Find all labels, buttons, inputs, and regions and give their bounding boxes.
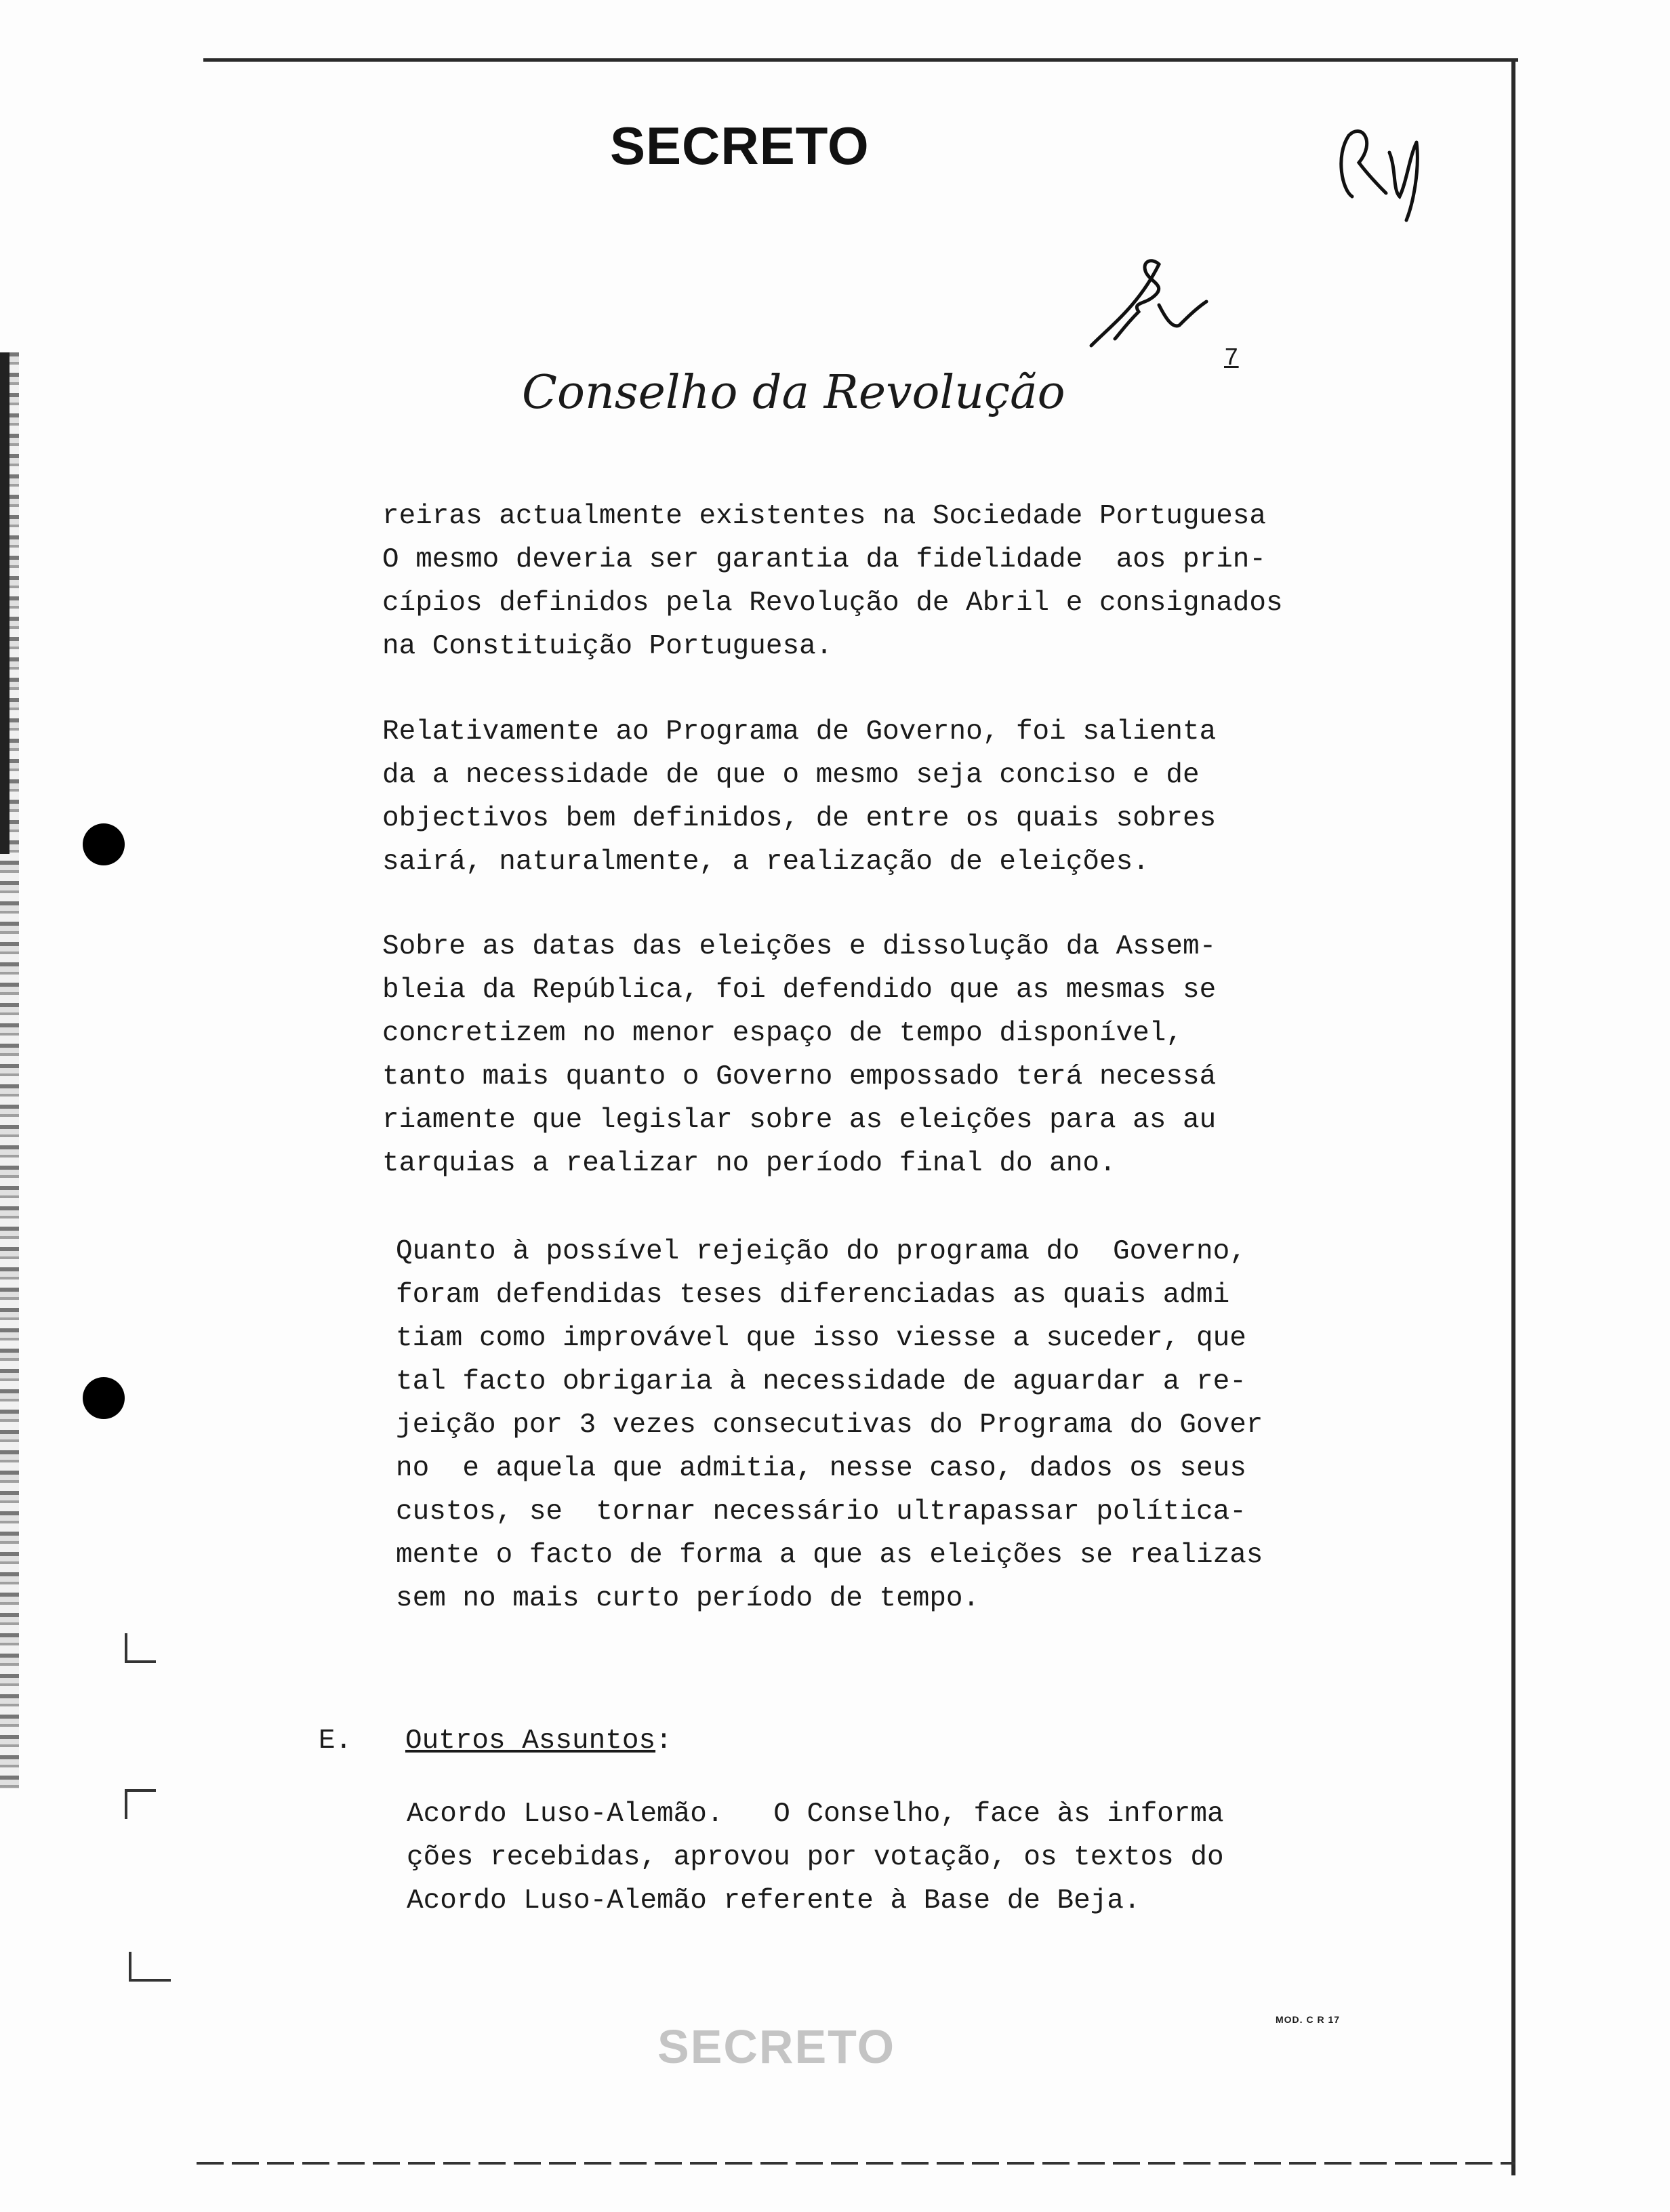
classification-stamp-footer: SECRETO	[657, 2020, 896, 2073]
body-paragraph-5: Acordo Luso-Alemão. O Conselho, face às informa ções recebidas, aprovou por votação, os textos do Acordo Luso-Alemão referente à Base de Beja.	[407, 1799, 1224, 1917]
body-paragraph-3: Sobre as datas das eleições e dissolução da Assem- bleia da República, foi defendido que as mesmas se concretizem no menor espaço de tempo disponível, tanto mais quanto o Governo empossado terá necessá riamente que legislar sobre as eleições para as au tarquias a realizar no período final do ano.	[382, 931, 1217, 1179]
corner-mark-3	[129, 1952, 171, 1982]
corner-mark-1	[125, 1633, 156, 1663]
section-title: Outros Assuntos	[405, 1725, 656, 1757]
punch-hole-lower	[83, 1377, 125, 1419]
scan-left-edge-bar	[0, 352, 9, 854]
scan-border-top	[203, 58, 1518, 62]
corner-mark-2	[125, 1789, 156, 1819]
form-code: MOD. C R 17	[1276, 2014, 1341, 2025]
body-paragraph-4: Quanto à possível rejeição do programa do Governo, foram defendidas teses diferenciadas as quais admi tiam como improvável que isso viesse a suceder, que tal facto obrigaria à necessidade de aguardar a re- jeição por 3 vezes consecutivas do Programa do Gover no e aquela que admitia, nesse caso, dados os seus custos, se tornar necessário ultrapassar política- mente o facto de forma a que as eleições se realizas sem no mais curto período de tempo.	[396, 1236, 1263, 1614]
body-paragraph-1: reiras actualmente existentes na Sociedade Portuguesa O mesmo deveria ser garantia da fidelidade aos prin- cípios definidos pela Revolução de Abril e consignados na Constituição Portuguesa.	[382, 501, 1283, 662]
classification-header: SECRETO	[610, 116, 870, 176]
section-title-colon: :	[655, 1725, 672, 1757]
letterhead-institution: Conselho da Revolução	[522, 366, 1065, 419]
scan-border-bottom	[197, 2162, 1515, 2165]
handwritten-signature-center	[1084, 251, 1220, 352]
body-paragraph-2: Relativamente ao Programa de Governo, foi salienta da a necessidade de que o mesmo seja conciso e de objectivos bem definidos, de entre os quais sobres sairá, naturalmente, a realização de eleições.	[382, 716, 1217, 878]
punch-hole-upper	[83, 823, 125, 865]
section-letter: E.	[319, 1725, 352, 1757]
handwritten-initials-top-right	[1328, 115, 1430, 224]
section-heading	[405, 1725, 672, 1757]
scan-border-right	[1511, 61, 1515, 2175]
page-number: 7	[1224, 344, 1239, 372]
